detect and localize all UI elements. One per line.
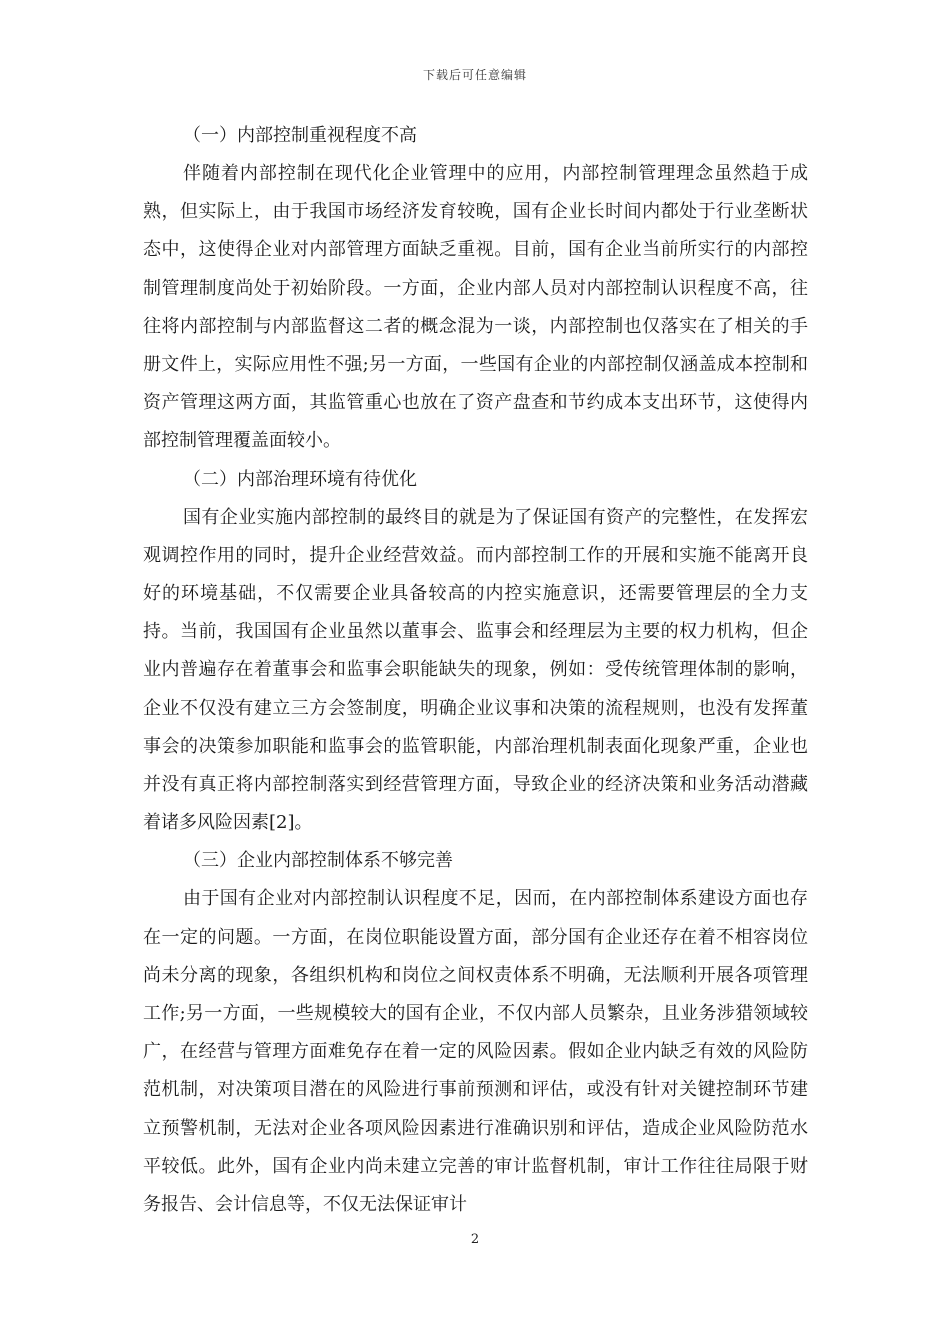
section-paragraph-2: 国有企业实施内部控制的最终目的就是为了保证国有资产的完整性，在发挥宏观调控作用的同时，提升企业经营效益。而内部控制工作的开展和实施不能离开良好的环境基础，不仅需要企业具备较高的内控实施意识，还需要管理层的全力支持。当前，我国国有企业虽然以董事会、监事会和经理层为主要的权力机构，但企业内普遍存在着董事会和监事会职能缺失的现象，例如：受传统管理体制的影响，企业不仅没有建立三方会签制度，明确企业议事和决策的流程规则，也没有发挥董事会的决策参加职能和监事会的监管职能，内部治理机制表面化现象严重，企业也并没有真正将内部控制落实到经营管理方面，导致企业的经济决策和业务活动潜藏着诸多风险因素[2]。 (143, 506, 808, 834)
page-header-note: 下载后可任意编辑 (422, 68, 527, 82)
section-paragraph-3: 由于国有企业对内部控制认识程度不足，因而，在内部控制体系建设方面也存在一定的问题。一方面，在岗位职能设置方面，部分国有企业还存在着不相容岗位尚未分离的现象，各组织机构和岗位之间权责体系不明确，无法顺利开展各项管理工作;另一方面，一些规模较大的国有企业，不仅内部人员繁杂，且业务涉猎领域较广，在经营与管理方面难免存在着一定的风险因素。假如企业内缺乏有效的风险防范机制，对决策项目潜在的风险进行事前预测和评估，或没有针对关键控制环节建立预警机制，无法对企业各项风险因素进行准确识别和评估，造成企业风险防范水平较低。此外，国有企业内尚未建立完善的审计监督机制，审计工作往往局限于财务报告、会计信息等，不仅无法保证审计 (143, 888, 808, 1216)
section-heading-1: （一）内部控制重视程度不高 (183, 125, 417, 146)
page-number: 2 (470, 1232, 480, 1247)
page-body (143, 117, 808, 1224)
section-heading-3: （三）企业内部控制体系不够完善 (183, 850, 453, 872)
section-paragraph-1: 伴随着内部控制在现代化企业管理中的应用，内部控制管理理念虽然趋于成熟，但实际上，由于我国市场经济发育较晚，国有企业长时间内都处于行业垄断状态中，这使得企业对内部管理方面缺乏重视。目前，国有企业当前所实行的内部控制管理制度尚处于初始阶段。一方面，企业内部人员对内部控制认识程度不高，往往将内部控制与内部监督这二者的概念混为一谈，内部控制也仅落实在了相关的手册文件上，实际应用性不强;另一方面，一些国有企业的内部控制仅涵盖成本控制和资产管理这两方面，其监管重心也放在了资产盘查和节约成本支出环节，这使得内部控制管理覆盖面较小。 (143, 163, 808, 452)
section-heading-2: （二）内部治理环境有待优化 (183, 468, 417, 490)
